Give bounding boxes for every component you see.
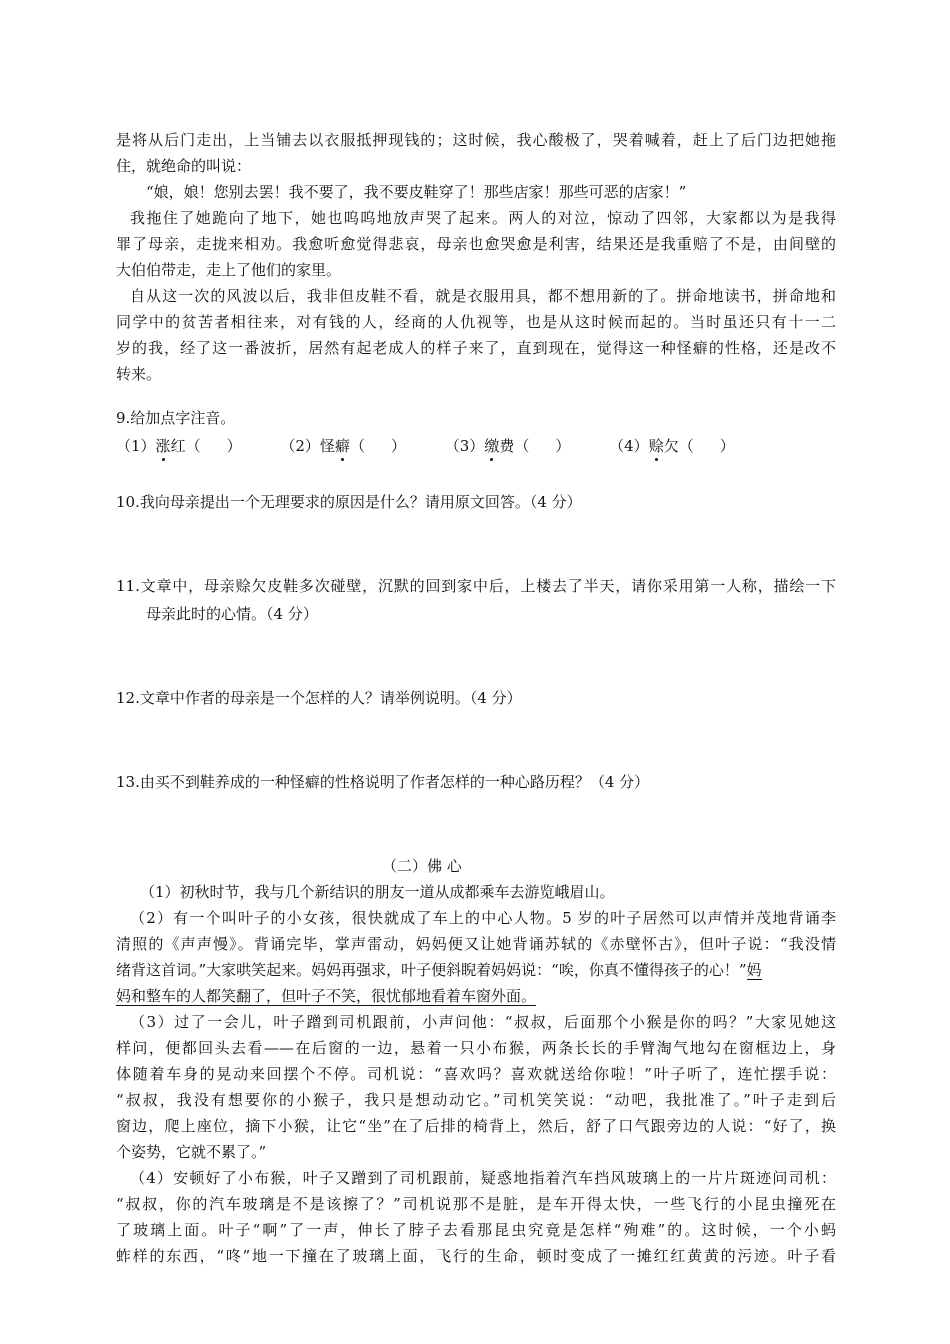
story2-p4-line4: 蚱样的东西，“咚”地一下撞在了玻璃上面，飞行的生命，顿时变成了一摊红红黄黄的污迹。叶子看 (116, 1247, 836, 1265)
question-9: 9.给加点字注音。 (116, 409, 236, 427)
story2-p2-line4: 妈和整车的人都笑翻了，但叶子不笑，很忧郁地看着车窗外面。 (116, 987, 537, 1005)
story2-p4-line3: 了玻璃上面。叶子“啊”了一声，伸长了脖子去看那昆虫究竟是怎样“殉难”的。这时候，一个小蚂 (116, 1221, 836, 1239)
story1-p4-line1: 自从这一次的风波以后，我非但皮鞋不看，就是衣服用具，都不想用新的了。拼命地读书，拼命地和 (130, 287, 836, 305)
story2-p4-line2: “叔叔，你的汽车玻璃是不是该擦了？”司机说那不是脏，是车开得太快，一些飞行的小昆虫撞死在 (116, 1195, 836, 1213)
story1-p1-line2: 住，就绝命的叫说： (116, 157, 252, 175)
story2-p2-line1: （2）有一个叫叶子的小女孩，很快就成了车上的中心人物。5 岁的叶子居然可以声情并茂地背诵李 (130, 909, 836, 927)
q9-item-1: （1）涨红（ ） (116, 437, 242, 455)
story2-title: （二）佛 心 (382, 857, 462, 875)
story1-p1-line1: 是将从后门走出，上当铺去以衣服抵押现钱的；这时候，我心酸极了，哭着喊着，赶上了后门边把她拖 (116, 131, 836, 149)
question-10: 10.我向母亲提出一个无理要求的原因是什么？请用原文回答。（4 分） (116, 493, 582, 511)
question-11-line1: 11.文章中，母亲赊欠皮鞋多次碰壁，沉默的回到家中后，上楼去了半天，请你采用第一人称，描绘一下 (116, 577, 836, 595)
story1-p3-line2: 罪了母亲，走拢来相劝。我愈听愈觉得悲哀，母亲也愈哭愈是利害，结果还是我重赔了不是，由间壁的 (116, 235, 836, 253)
question-12: 12.文章中作者的母亲是一个怎样的人？请举例说明。（4 分） (116, 689, 522, 707)
q9-item-2: （2）怪癖（ ） (280, 437, 406, 455)
story1-p2: “娘，娘！您别去罢！我不要了，我不要皮鞋穿了！那些店家！那些可恶的店家！” (146, 183, 687, 201)
question-13: 13.由买不到鞋养成的一种怪癖的性格说明了作者怎样的一种心路历程？（4 分） (116, 773, 650, 791)
q9-item-4: （4）赊欠（ ） (609, 437, 735, 455)
story2-p4-line1: （4）安顿好了小布猴，叶子又蹭到了司机跟前，疑惑地指着汽车挡风玻璃上的一片片斑迹问司机： (130, 1169, 836, 1187)
story1-p3-line3: 大伯伯带走，走上了他们的家里。 (116, 261, 342, 279)
question-9-items (116, 436, 735, 456)
story2-p3-line6: 个姿势，它就不累了。” (116, 1143, 267, 1161)
story2-p3-line4: “叔叔，我没有想要你的小猴子，我只是想动动它。”司机笑笑说：“动吧，我批准了。”叶子走到后 (116, 1091, 836, 1109)
story2-p3-line5: 窗边，爬上座位，摘下小猴，让它“坐”在了后排的椅背上，然后，舒了口气跟旁边的人说：“好了，换 (116, 1117, 836, 1135)
story2-p2-line3: 绪背这首词。”大家哄笑起来。妈妈再强求，叶子便斜睨着妈妈说：“唉，你真不懂得孩子的心！”妈 (116, 961, 762, 979)
story2-p3-line1: （3）过了一会儿，叶子蹭到司机跟前，小声问他：“叔叔，后面那个小猴是你的吗？”大家见她这 (130, 1013, 836, 1031)
question-11-line2: 母亲此时的心情。（4 分） (146, 605, 318, 623)
story1-p3-line1: 我拖住了她跪向了地下，她也呜呜地放声哭了起来。两人的对泣，惊动了四邻，大家都以为是我得 (130, 209, 836, 227)
story2-p2-line2: 清照的《声声慢》。背诵完毕，掌声雷动，妈妈便又让她背诵苏轼的《赤壁怀古》，但叶子说：“我没情 (116, 935, 836, 953)
story2-p3-line3: 体随着车身的晃动来回摆个不停。司机说：“喜欢吗？喜欢就送给你啦！”叶子听了，连忙摆手说： (116, 1065, 836, 1083)
story1-p4-line2: 同学中的贫苦者相往来，对有钱的人，经商的人仇视等，也是从这时候而起的。当时虽还只有十一二 (116, 313, 836, 331)
story1-p4-line4: 转来。 (116, 365, 162, 383)
q9-item-3: （3）缴费（ ） (444, 437, 571, 455)
story1-p4-line3: 岁的我，经了这一番波折，居然有起老成人的样子来了，直到现在，觉得这一种怪癖的性格，还是改不 (116, 339, 836, 357)
story2-p1: （1）初秋时节，我与几个新结识的朋友一道从成都乘车去游览峨眉山。 (140, 883, 615, 901)
story2-p3-line2: 样问，便都回头去看——在后窗的一边，悬着一只小布猴，两条长长的手臂淘气地勾在窗框边上，身 (116, 1039, 836, 1057)
